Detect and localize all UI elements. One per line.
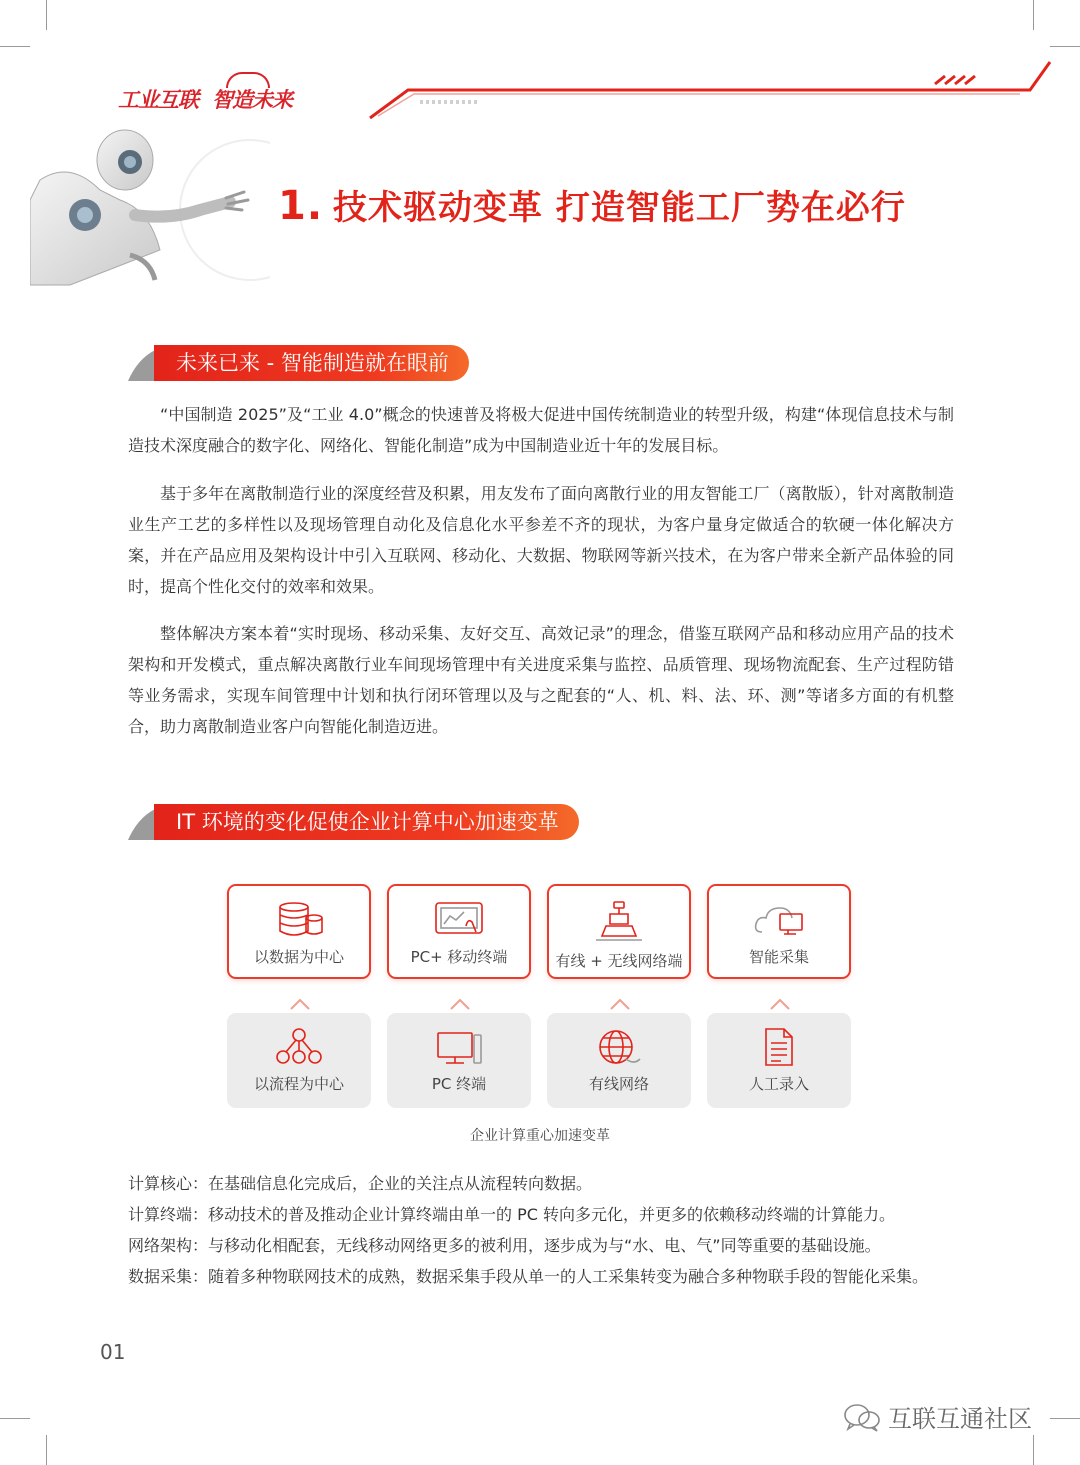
title-text: 技术驱动变革 打造智能工厂势在必行 [333, 188, 906, 228]
up-caret-icon [609, 998, 631, 1010]
card-label: 人工录入 [748, 1075, 809, 1093]
card-label: PC 终端 [431, 1075, 487, 1093]
process-nodes-icon [272, 1027, 326, 1067]
crop-mark [1033, 1435, 1034, 1465]
card-data-centric [227, 884, 371, 979]
card-label: 有线 + 无线网络端 [555, 952, 683, 970]
crop-mark [46, 1435, 47, 1465]
database-icon [272, 900, 326, 940]
watermark-text: 互联互通社区 [888, 1405, 1032, 1433]
watermark [842, 1399, 1032, 1434]
up-caret-icon [449, 998, 471, 1010]
pc-monitor-icon [432, 1027, 486, 1067]
page-number: 01 [100, 1340, 126, 1364]
section-heading-label: IT 环境的变化促使企业计算中心加速变革 [154, 804, 579, 840]
card-manual-entry [707, 1013, 851, 1108]
section-heading-label: 未来已来 - 智能制造就在眼前 [154, 345, 469, 381]
title-number: 1. [278, 183, 324, 229]
definitions-list [128, 1168, 978, 1292]
paragraph-3: 整体解决方案本着“实时现场、移动采集、友好交互、高效记录”的理念，借鉴互联网产品和移动应用产品的技术架构和开发模式，重点解决离散行业车间现场管理中有关进度采集与监控、品质管理、现场物流配套、生产过程防错等业务需求，实现车间管理中计划和执行闭环管理以及与之配套的“人、机、料、法、环、测”等诸多方面的有机整合，助力离散制造业客户向智能化制造迈进。 [128, 624, 954, 736]
page-title [278, 180, 906, 229]
crop-mark [1050, 1418, 1080, 1419]
definition-data-collection: 数据采集：随着多种物联网技术的成熟，数据采集手段从单一的人工采集转变为融合多种物联手段的智能化采集。 [128, 1267, 929, 1286]
card-label: 以数据为中心 [253, 948, 344, 966]
document-icon [752, 1027, 806, 1067]
globe-network-icon [592, 1027, 646, 1067]
header-stripe-decoration [360, 58, 1060, 122]
card-label: 以流程为中心 [253, 1075, 344, 1093]
definition-network-architecture: 网络架构：与移动化相配套，无线移动网络更多的被利用，逐步成为与“水、电、气”同等重要的基础设施。 [128, 1236, 881, 1255]
card-smart-collection [707, 884, 851, 979]
card-pc-terminal [387, 1013, 531, 1108]
card-pc-mobile [387, 884, 531, 979]
tablet-chart-icon [432, 900, 486, 940]
crop-mark [0, 46, 30, 47]
card-label: PC+ 移动终端 [410, 948, 508, 966]
header-logos [118, 84, 292, 114]
crop-mark [1033, 0, 1034, 30]
robot-illustration [30, 120, 270, 290]
crop-mark [1050, 46, 1080, 47]
up-caret-icon [769, 998, 791, 1010]
crop-mark [0, 1418, 30, 1419]
crop-mark [46, 0, 47, 30]
definition-computing-core: 计算核心：在基础信息化完成后，企业的关注点从流程转向数据。 [128, 1174, 593, 1193]
card-label: 智能采集 [748, 948, 809, 966]
wechat-icon [842, 1402, 882, 1432]
card-label: 有线网络 [588, 1075, 649, 1093]
definition-computing-terminal: 计算终端：移动技术的普及推动企业计算终端由单一的 PC 转向多元化，并更多的依赖移动终端的计算能力。 [128, 1205, 895, 1224]
logo-smart-future: 智造未来 [212, 84, 292, 114]
logo-industry-internet: 工业互联 [118, 88, 198, 112]
paragraph-2: 基于多年在离散制造行业的深度经营及积累，用友发布了面向离散行业的用友智能工厂（离散版），针对离散制造业生产工艺的多样性以及现场管理自动化及信息化水平参差不齐的现状，为客户量身定做适合的软硬一体化解决方案，并在产品应用及架构设计中引入互联网、移动化、大数据、物联网等新兴技术，在为客户带来全新产品体验的同时，提高个性化交付的效率和效果。 [128, 484, 954, 596]
up-caret-icon [289, 998, 311, 1010]
wireless-tower-icon [592, 900, 646, 944]
diagram-caption: 企业计算重心加速变革 [470, 1128, 610, 1144]
card-process-centric [227, 1013, 371, 1108]
card-wired-network [547, 1013, 691, 1108]
card-wired-wireless [547, 884, 691, 979]
cloud-icon [226, 72, 270, 88]
paragraph-1: “中国制造 2025”及“工业 4.0”概念的快速普及将极大促进中国传统制造业的转型升级，构建“体现信息技术与制造技术深度融合的数字化、网络化、智能化制造”成为中国制造业近十年的发展目标。 [128, 405, 954, 455]
cloud-computer-icon [752, 900, 806, 940]
